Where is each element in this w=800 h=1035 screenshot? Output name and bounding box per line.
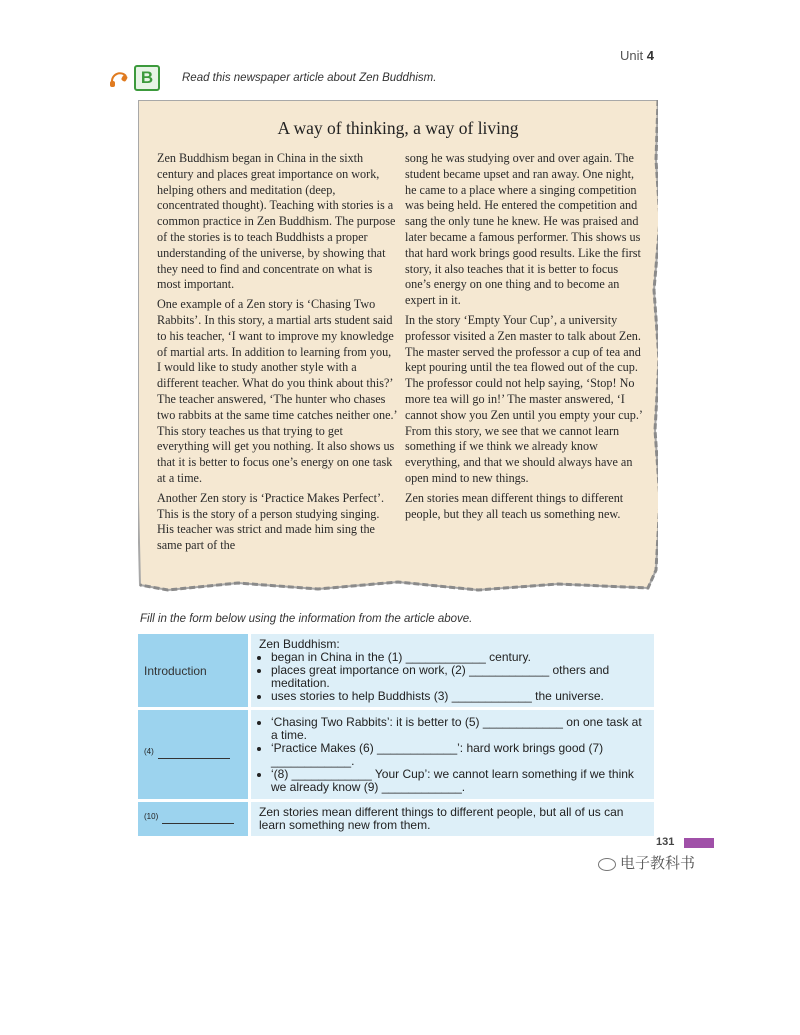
watermark: 电子教科书 [598,852,695,873]
intro-heading: Zen Buddhism: [259,637,340,651]
section-instruction: Read this newspaper article about Zen Buddhism. [182,72,437,84]
intro-content-cell [250,634,655,709]
section-badge: B [134,65,160,91]
unit-label: Unit 4 [620,48,654,63]
summary-form [138,634,654,839]
article-paragraph: One example of a Zen story is ‘Chasing Two Rabbits’. In this story, a martial arts student said to his teacher, ‘I want to improve my knowledge of martial arts. In addition to learning from you, I would like to study another style with a different teacher. What do you think about this?’ The teacher answered, ‘The hunter who chases two rabbits at the same time catches neither one.’ This story teaches us that trying to get everything will get you nothing. It also shows us that it is better to focus one’s energy on one task at a time. [157,297,397,485]
form-item[interactable]: • ‘Chasing Two Rabbits’: it is better to (5) ____________ on one task at a time. [271,716,646,742]
blank-line[interactable] [162,813,234,824]
answer-4-cell[interactable]: (4) [138,709,250,801]
form-item[interactable]: • began in China in the (1) ____________ century. [271,651,646,664]
article-paragraph: In the story ‘Empty Your Cup’, a university professor visited a Zen master to talk about Zen. The master served the professor a cup of tea and kept pouring until the tea flowed out of the cup. The professor could not help saying, ‘Stop! No more tea will go in!’ The master answered, ‘I cannot show you Zen until you empty your cup.’ From this story, we see that we cannot learn something if we think we already know everything, and that we should always have an open mind to new things. [405,312,643,485]
article-paragraph: Zen stories mean different things to different people, but they all teach us something new. [405,490,624,521]
article-paragraph: song he was studying over and over again. The student became upset and ran away. One night, he came to a place where a singing competition was being held. He entered the competition and sang the only tune he knew. He was praised and later became a famous performer. This shows us that hard work brings good results. Like the first story, it also teaches that it is better to focus one’s energy on one thing and to become an expert in it. [405,151,641,308]
blank-line[interactable] [158,748,230,759]
wechat-icon [598,858,616,871]
article-left-column [157,151,397,558]
article-paragraph: Another Zen story is ‘Practice Makes Perfect’. This is the story of a person studying singing. His teacher was strict and made him sing the same part of the [157,490,385,553]
form-item[interactable]: • uses stories to help Buddhists (3) ____________ the universe. [271,690,646,703]
headphones-icon[interactable] [108,68,130,90]
answer-10-cell[interactable]: (10) [138,801,250,838]
page-accent-bar [684,838,714,848]
form-item[interactable]: • places great importance on work, (2) ____________ others and meditation. [271,664,646,690]
page-number: 131 [656,836,675,848]
form-item[interactable]: • ‘Practice Makes (6) ____________’: hard work brings good (7) ____________. [271,742,646,768]
form-item[interactable]: • ‘(8) ____________ Your Cup’: we cannot learn something if we think we already know (9) ____________. [271,768,646,794]
article-title: A way of thinking, a way of living [277,118,519,138]
stories-content-cell [250,709,655,801]
article-right-column [405,151,645,526]
intro-label-cell: Introduction [138,634,250,709]
form-instruction: Fill in the form below using the information from the article above. [140,613,473,625]
article-paragraph: Zen Buddhism began in China in the sixth century and places great importance on work, helping others and meditation (deep, concentrated thought). Teaching with stories is a common practice in Zen Buddhism. The purpose of the stories is to teach Buddhists a proper understanding of the universe, by showing that they need to find and concentrate on what is most important. [157,151,396,292]
conclusion-content-cell: Zen stories mean different things to different people, but all of us can learn something new from them. [250,801,655,838]
